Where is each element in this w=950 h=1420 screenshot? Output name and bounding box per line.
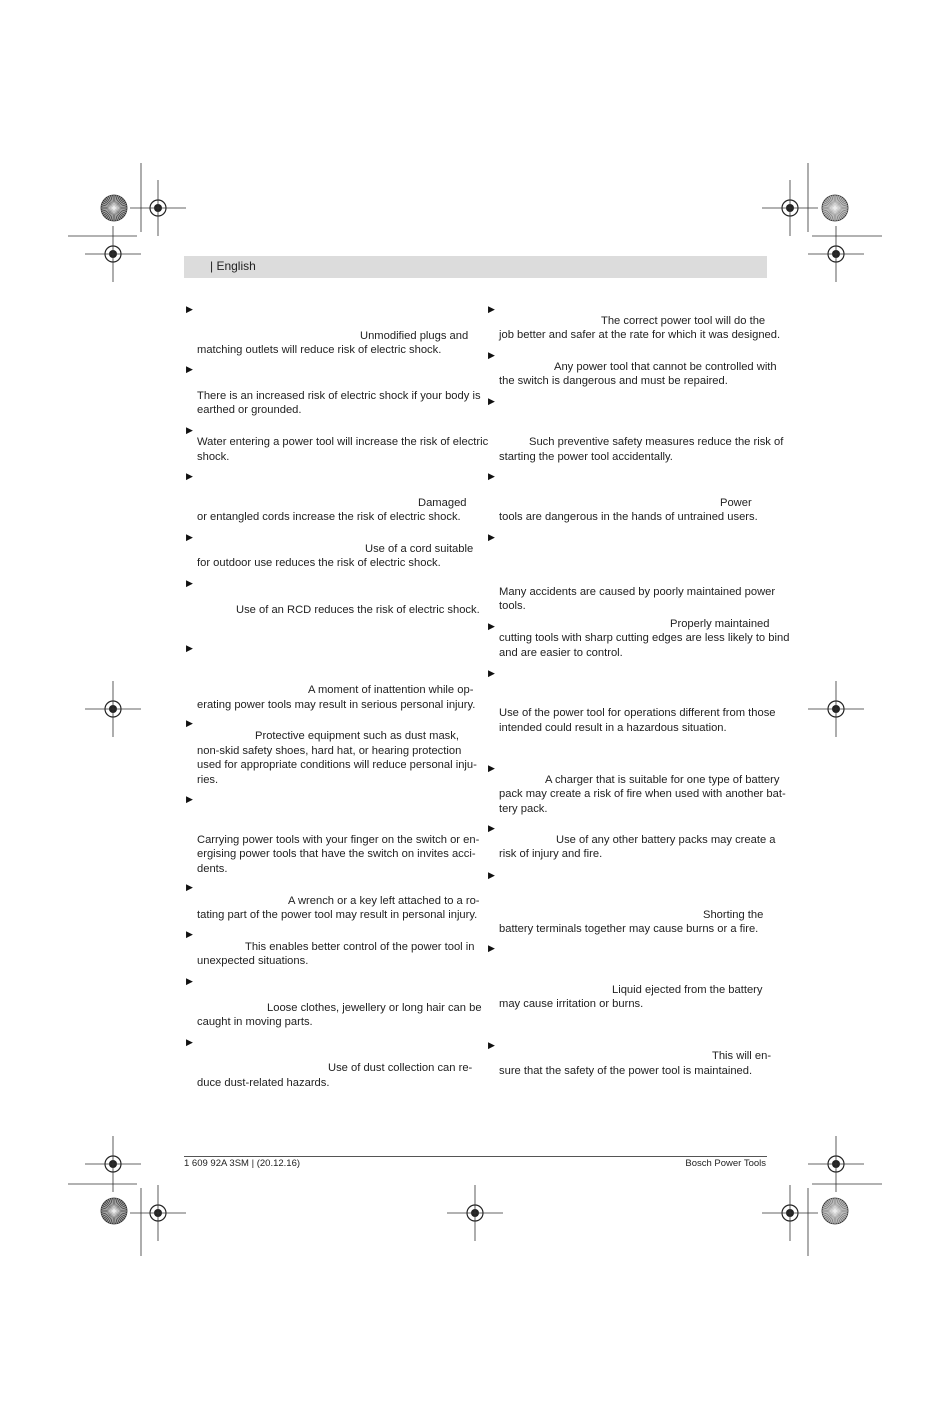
text-line: Any power tool that cannot be controlled with <box>554 361 777 373</box>
text-line: non-skid safety shoes, hard hat, or hearing protection <box>197 745 462 757</box>
text-line: This will en- <box>712 1050 772 1062</box>
registration-wheel-icon <box>101 195 127 221</box>
text-line: cutting tools with sharp cutting edges are less likely to bind <box>499 632 790 644</box>
bullet-icon: ▶ <box>488 621 495 631</box>
text-line: used for appropriate conditions will reduce personal inju- <box>197 759 477 771</box>
footer-doc-id: 1 609 92A 3SM | (20.12.16) <box>184 1158 301 1169</box>
bullet-icon: ▶ <box>488 1040 495 1050</box>
text-line: pack may create a risk of fire when used with another bat- <box>499 788 786 800</box>
bullet-icon: ▶ <box>488 943 495 953</box>
text-line: the switch is dangerous and must be repaired. <box>499 375 728 387</box>
text-line: caught in moving parts. <box>197 1016 313 1028</box>
text-line: risk of injury and fire. <box>499 848 603 860</box>
text-line: for outdoor use reduces the risk of electric shock. <box>197 557 441 569</box>
text-line: and are easier to control. <box>499 647 623 659</box>
text-line: Damaged <box>418 497 467 509</box>
text-line: tools. <box>499 600 526 612</box>
text-line: A charger that is suitable for one type of battery <box>545 774 780 786</box>
text-line: or entangled cords increase the risk of electric shock. <box>197 511 461 523</box>
text-line: ries. <box>197 774 219 786</box>
text-line: unexpected situations. <box>197 955 309 967</box>
text-line: Use of an RCD reduces the risk of electric shock. <box>236 604 480 616</box>
text-line: shock. <box>197 451 230 463</box>
footer-rule <box>184 1156 767 1157</box>
bullet-icon: ▶ <box>488 763 495 773</box>
text-line: starting the power tool accidentally. <box>499 451 673 463</box>
registration-wheel-icon <box>101 1198 127 1224</box>
text-line: matching outlets will reduce risk of electric shock. <box>197 344 442 356</box>
text-line: dents. <box>197 863 228 875</box>
bullet-icon: ▶ <box>186 578 193 588</box>
text-line: Many accidents are caused by poorly maintained power <box>499 586 776 598</box>
text-line: Protective equipment such as dust mask, <box>255 730 459 742</box>
text-line: A moment of inattention while op- <box>308 684 474 696</box>
text-line: Such preventive safety measures reduce the risk of <box>529 436 784 448</box>
text-line: sure that the safety of the power tool is maintained. <box>499 1065 753 1077</box>
section-header <box>184 256 767 278</box>
text-line: erating power tools may result in serious personal injury. <box>197 699 476 711</box>
bullet-icon: ▶ <box>186 976 193 986</box>
registration-wheel-icon <box>822 195 848 221</box>
text-line: Use of a cord suitable <box>365 543 474 555</box>
bullet-icon: ▶ <box>186 882 193 892</box>
text-line: A wrench or a key left attached to a ro- <box>288 895 480 907</box>
text-line: This enables better control of the power tool in <box>245 941 475 953</box>
text-line: may cause irritation or burns. <box>499 998 644 1010</box>
text-line: Loose clothes, jewellery or long hair can be <box>267 1002 482 1014</box>
text-line: battery terminals together may cause burns or a fire. <box>499 923 759 935</box>
text-line: ergising power tools that have the switch on invites acci- <box>197 848 476 860</box>
text-line: Liquid ejected from the battery <box>612 984 763 996</box>
text-line: Use of the power tool for operations different from those <box>499 707 776 719</box>
text-line: tating part of the power tool may result in personal injury. <box>197 909 478 921</box>
text-line: duce dust-related hazards. <box>197 1077 330 1089</box>
bullet-icon: ▶ <box>186 532 193 542</box>
text-line: There is an increased risk of electric shock if your body is <box>197 390 481 402</box>
bullet-icon: ▶ <box>488 532 495 542</box>
text-line: Water entering a power tool will increase the risk of electric <box>197 436 489 448</box>
text-line: intended could result in a hazardous situation. <box>499 722 727 734</box>
bullet-icon: ▶ <box>488 304 495 314</box>
bullet-icon: ▶ <box>186 718 193 728</box>
bullet-icon: ▶ <box>186 471 193 481</box>
bullet-icon: ▶ <box>186 364 193 374</box>
bullet-icon: ▶ <box>186 425 193 435</box>
bullet-icon: ▶ <box>186 304 193 314</box>
bullet-icon: ▶ <box>488 396 495 406</box>
text-line: Power <box>720 497 752 509</box>
text-line: Use of any other battery packs may create a <box>556 834 776 846</box>
text-line: Carrying power tools with your finger on the switch or en- <box>197 834 480 846</box>
bullet-icon: ▶ <box>488 870 495 880</box>
text-line: Use of dust collection can re- <box>328 1062 473 1074</box>
text-line: Shorting the <box>703 909 764 921</box>
text-line: tery pack. <box>499 803 548 815</box>
bullet-icon: ▶ <box>488 823 495 833</box>
bullet-icon: ▶ <box>186 1037 193 1047</box>
bullet-icon: ▶ <box>186 794 193 804</box>
text-line: Properly maintained <box>670 618 770 630</box>
bullet-icon: ▶ <box>488 668 495 678</box>
section-label: | English <box>210 259 256 273</box>
text-line: tools are dangerous in the hands of untrained users. <box>499 511 758 523</box>
bullet-icon: ▶ <box>186 929 193 939</box>
bullet-icon: ▶ <box>186 643 193 653</box>
bullet-icon: ▶ <box>488 471 495 481</box>
footer-brand: Bosch Power Tools <box>685 1158 766 1169</box>
text-line: Unmodified plugs and <box>360 330 469 342</box>
bullet-icon: ▶ <box>488 350 495 360</box>
registration-wheel-icon <box>822 1198 848 1224</box>
text-line: The correct power tool will do the <box>601 315 766 327</box>
text-line: job better and safer at the rate for which it was designed. <box>499 329 781 341</box>
text-line: earthed or grounded. <box>197 404 302 416</box>
